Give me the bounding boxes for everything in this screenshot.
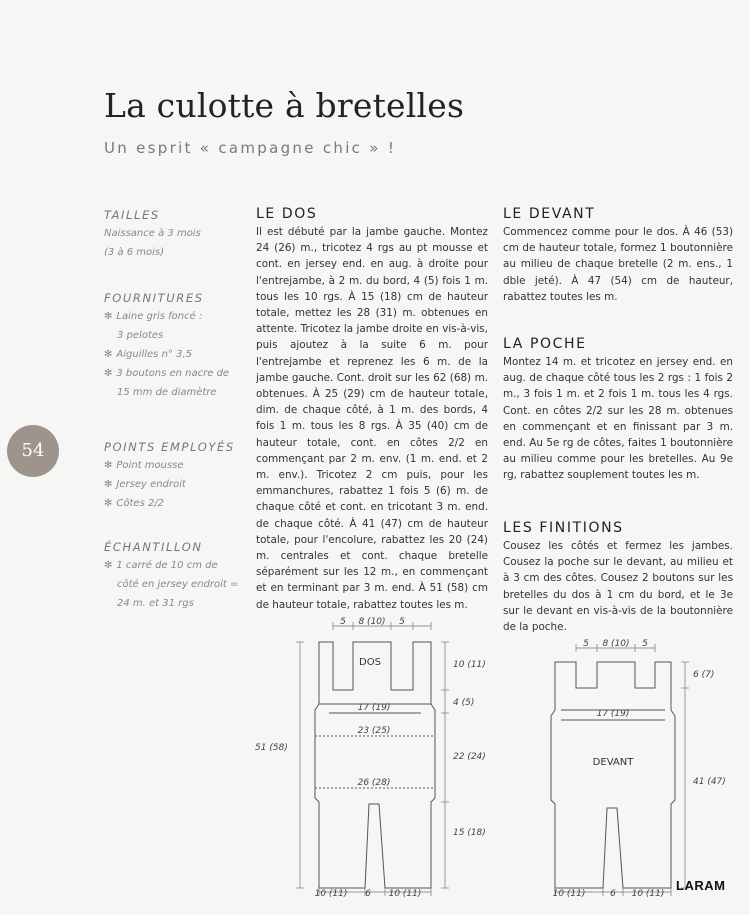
dos-heading: LE DOS — [256, 206, 318, 222]
tailles-line: Naissance à 3 mois — [104, 228, 201, 239]
echantillon-heading: ÉCHANTILLON — [104, 540, 203, 554]
asterisk-icon: ✻ — [104, 560, 113, 571]
devant-label: DEVANT — [592, 757, 634, 768]
points-line: ✻ Côtes 2/2 — [104, 498, 165, 509]
dos-diagram — [245, 612, 495, 902]
devant-bottom-dim: 10 (11) — [552, 889, 586, 899]
devant-top-dim: 5 — [583, 639, 589, 649]
asterisk-icon: ✻ — [104, 311, 113, 322]
devant-text: Commencez comme pour le dos. À 46 (53) cm de hauteur totale, formez 1 boutonnière au milieu de chaque bretelle (2 m. ens., 1 dble jeté). À 47 (54) cm de hauteur, rabattez toutes les m. — [503, 226, 733, 303]
sidebar-echantillon — [104, 540, 238, 613]
dos-label: DOS — [359, 657, 381, 668]
devant-bottom-dim: 6 — [610, 889, 616, 899]
section-poche — [503, 336, 733, 484]
fournitures-line: 3 pelotes — [117, 330, 164, 341]
devant-right-dim: 41 (47) — [693, 777, 726, 787]
section-dos — [256, 206, 488, 613]
asterisk-icon: ✻ — [104, 349, 113, 360]
finitions-text: Cousez les côtés et fermez les jambes. Cousez la poche sur le devant, au milieu et à 3 cm des côtes. Cousez 2 boutons sur les bretelles du dos à 1 cm du bord, et le 3e sur le devant en vis-à-vis de la boutonnière de la poche. — [503, 540, 733, 634]
poche-heading: LA POCHE — [503, 336, 587, 352]
points-line: ✻ Point mousse — [104, 460, 184, 471]
dos-width-dim: 23 (25) — [357, 726, 391, 736]
dos-right-dim: 22 (24) — [453, 752, 486, 762]
fournitures-line: 15 mm de diamètre — [117, 387, 217, 398]
dos-right-dim: 4 (5) — [453, 698, 475, 708]
sidebar-tailles — [104, 208, 201, 262]
fournitures-line: ✻ Aiguilles n° 3,5 — [104, 349, 192, 360]
points-line: ✻ Jersey endroit — [104, 479, 186, 490]
fournitures-line: ✻ 3 boutons en nacre de — [104, 368, 230, 379]
poche-text: Montez 14 m. et tricotez en jersey end. en aug. de chaque côté tous les 2 rgs : 1 fois 2 m., 3 fois 1 m. et 2 fois 1 m. tous les 4 rgs. Cont. en côtes 2/2 sur les 28 m. obtenues en commençant et en finissant par 3 m. end. Au 5e rg de côtes, faites 1 boutonnière au milieu comme pour les bretelles. Au 9e rg, rabattez souplement toutes les m. — [503, 356, 733, 482]
echantillon-line: côté en jersey endroit = — [117, 579, 239, 590]
dos-bottom-dim: 10 (11) — [314, 889, 348, 899]
devant-width-dim: 17 (19) — [596, 709, 630, 719]
devant-diagram — [485, 632, 735, 902]
devant-bottom-dim: 10 (11) — [631, 889, 665, 899]
dos-right-dim: 15 (18) — [453, 828, 486, 838]
dos-bottom-dim: 6 — [365, 889, 371, 899]
points-heading: POINTS EMPLOYÉS — [104, 440, 235, 454]
dos-outline — [315, 642, 435, 888]
devant-outline — [551, 662, 675, 888]
brand-watermark: LARAM — [676, 878, 726, 893]
asterisk-icon: ✻ — [104, 498, 113, 509]
tailles-line: (3 à 6 mois) — [104, 247, 165, 258]
dos-bottom-dim: 10 (11) — [388, 889, 422, 899]
dos-top-dim: 5 — [399, 617, 405, 627]
devant-heading: LE DEVANT — [503, 206, 596, 222]
dos-width-dim: 26 (28) — [357, 778, 391, 788]
section-finitions — [503, 520, 733, 635]
dos-top-dim: 5 — [340, 617, 346, 627]
asterisk-icon: ✻ — [104, 368, 113, 379]
echantillon-line: ✻ 1 carré de 10 cm de — [104, 560, 218, 571]
sidebar-fournitures — [104, 291, 229, 402]
finitions-heading: LES FINITIONS — [503, 520, 624, 536]
page-subtitle: Un esprit « campagne chic » ! — [104, 139, 397, 157]
section-devant — [503, 206, 733, 305]
asterisk-icon: ✻ — [104, 460, 113, 471]
dos-left-dim: 51 (58) — [255, 743, 288, 753]
asterisk-icon: ✻ — [104, 479, 113, 490]
sidebar-points — [104, 440, 235, 513]
tailles-heading: TAILLES — [104, 208, 160, 222]
page-title: La culotte à bretelles — [104, 86, 465, 125]
page-number-badge: 54 — [7, 425, 59, 477]
dos-top-dim: 8 (10) — [358, 617, 386, 627]
devant-top-dim: 5 — [642, 639, 648, 649]
fournitures-heading: FOURNITURES — [104, 291, 204, 305]
echantillon-line: 24 m. et 31 rgs — [117, 598, 194, 609]
fournitures-line: ✻ Laine gris foncé : — [104, 311, 203, 322]
dos-width-dim: 17 (19) — [357, 703, 391, 713]
devant-top-dim: 8 (10) — [602, 639, 630, 649]
dos-right-dim: 10 (11) — [453, 660, 486, 670]
devant-right-dim: 6 (7) — [693, 670, 715, 680]
dos-text: Il est débuté par la jambe gauche. Montez 24 (26) m., tricotez 4 rgs au pt mousse et cont. en jersey end. en aug. à droite pour l'entrejambe, à 2 m. du bord, 4 (5) fois 1 m. tous les 10 rgs. À 15 (18) cm de hauteur totale, mettez les 28 (31) m. obtenues en attente. Tricotez la jambe droite en vis-à-vis, puis ajoutez à la suite 6 m. pour l'entrejambe et reprenez les 6 m. de la jambe gauche. Cont. droit sur les 62 (68) m. obtenues. À 25 (29) cm de hauteur totale, dim. de chaque côté, à 1 m. des bords, 4 fois 1 m. tous les 8 rgs. À 35 (40) cm de hauteur totale, cont. en côtes 2/2 en commençant par 2 m. env. (1 m. end. et 2 m. env.). Tricotez 2 cm puis, pour les emmanchures, rabattez 1 fois 5 (6) m. de chaque côté et cont. en tricotant 3 m. end. de chaque côté. À 41 (47) cm de hauteur totale, pour l'encolure, rabattez les 20 (24) m. centrales et cont. chaque bretelle séparément sur les 12 m., en commençant et en terminant par 3 m. end. À 51 (58) cm de hauteur totale, rabattez toutes les m. — [256, 226, 488, 611]
